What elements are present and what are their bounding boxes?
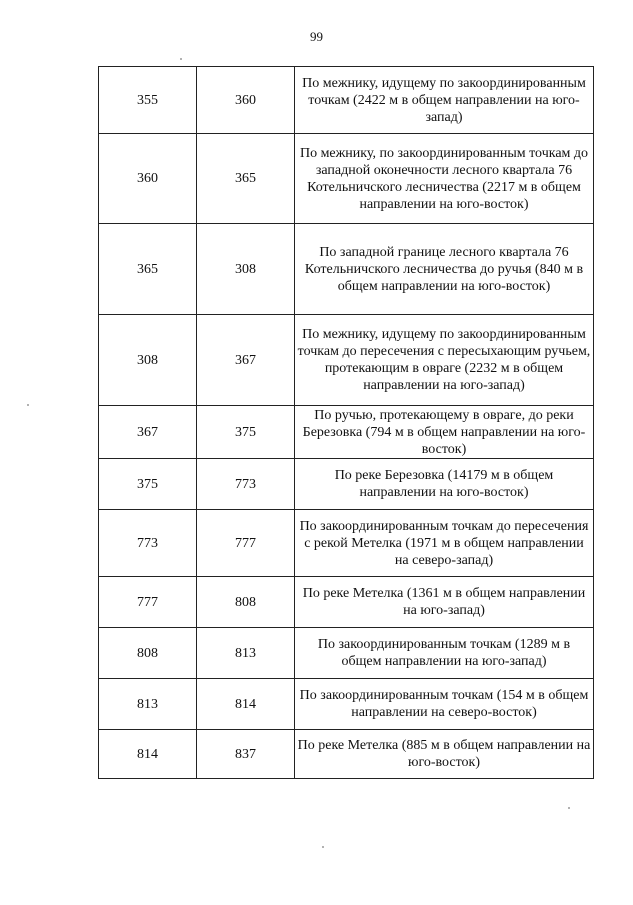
- cell-from-point: 375: [99, 459, 197, 510]
- cell-from-point: 365: [99, 224, 197, 315]
- scan-speck: [322, 846, 324, 848]
- cell-to-point: 777: [197, 510, 295, 577]
- cell-from-point: 814: [99, 730, 197, 779]
- page-number: 99: [310, 29, 323, 44]
- cell-description: По закоординированным точкам (154 м в общем направлении на северо-восток): [295, 679, 594, 730]
- table-row: [99, 67, 594, 134]
- scan-speck: [568, 807, 570, 809]
- boundary-table: [98, 66, 594, 779]
- cell-to-point: 375: [197, 406, 295, 459]
- cell-to-point: 365: [197, 134, 295, 224]
- table-row: [99, 679, 594, 730]
- table-row: [99, 510, 594, 577]
- cell-from-point: 773: [99, 510, 197, 577]
- table-row: [99, 730, 594, 779]
- scan-speck: [27, 404, 29, 406]
- cell-from-point: 777: [99, 577, 197, 628]
- cell-from-point: 355: [99, 67, 197, 134]
- cell-description: По реке Метелка (885 м в общем направлении на юго-восток): [295, 730, 594, 779]
- table-row: [99, 628, 594, 679]
- cell-description: По закоординированным точкам до пересечения с рекой Метелка (1971 м в общем направлении на северо-запад): [295, 510, 594, 577]
- cell-to-point: 308: [197, 224, 295, 315]
- cell-from-point: 360: [99, 134, 197, 224]
- cell-description: По межнику, по закоординированным точкам до западной оконечности лесного квартала 76 Котельничского лесничества (2217 м в общем направлении на юго-восток): [295, 134, 594, 224]
- cell-description: По закоординированным точкам (1289 м в общем направлении на юго-запад): [295, 628, 594, 679]
- table-row: [99, 224, 594, 315]
- cell-description: По межнику, идущему по закоординированным точкам до пересечения с пересыхающим ручьем, протекающим в овраге (2232 м в общем направлении на юго-запад): [295, 315, 594, 406]
- cell-from-point: 813: [99, 679, 197, 730]
- table-row: [99, 459, 594, 510]
- table-row: [99, 406, 594, 459]
- cell-from-point: 308: [99, 315, 197, 406]
- cell-to-point: 814: [197, 679, 295, 730]
- cell-description: По межнику, идущему по закоординированным точкам (2422 м в общем направлении на юго-запад): [295, 67, 594, 134]
- cell-description: По реке Березовка (14179 м в общем направлении на юго-восток): [295, 459, 594, 510]
- cell-description: По ручью, протекающему в овраге, до реки Березовка (794 м в общем направлении на юго-восток): [295, 406, 594, 459]
- cell-from-point: 808: [99, 628, 197, 679]
- table-row: [99, 577, 594, 628]
- table-row: [99, 315, 594, 406]
- cell-description: По западной границе лесного квартала 76 Котельничского лесничества до ручья (840 м в общем направлении на юго-восток): [295, 224, 594, 315]
- cell-to-point: 773: [197, 459, 295, 510]
- cell-to-point: 360: [197, 67, 295, 134]
- table-row: [99, 134, 594, 224]
- scan-speck: [180, 58, 182, 60]
- cell-to-point: 813: [197, 628, 295, 679]
- cell-to-point: 837: [197, 730, 295, 779]
- cell-description: По реке Метелка (1361 м в общем направлении на юго-запад): [295, 577, 594, 628]
- cell-from-point: 367: [99, 406, 197, 459]
- cell-to-point: 808: [197, 577, 295, 628]
- cell-to-point: 367: [197, 315, 295, 406]
